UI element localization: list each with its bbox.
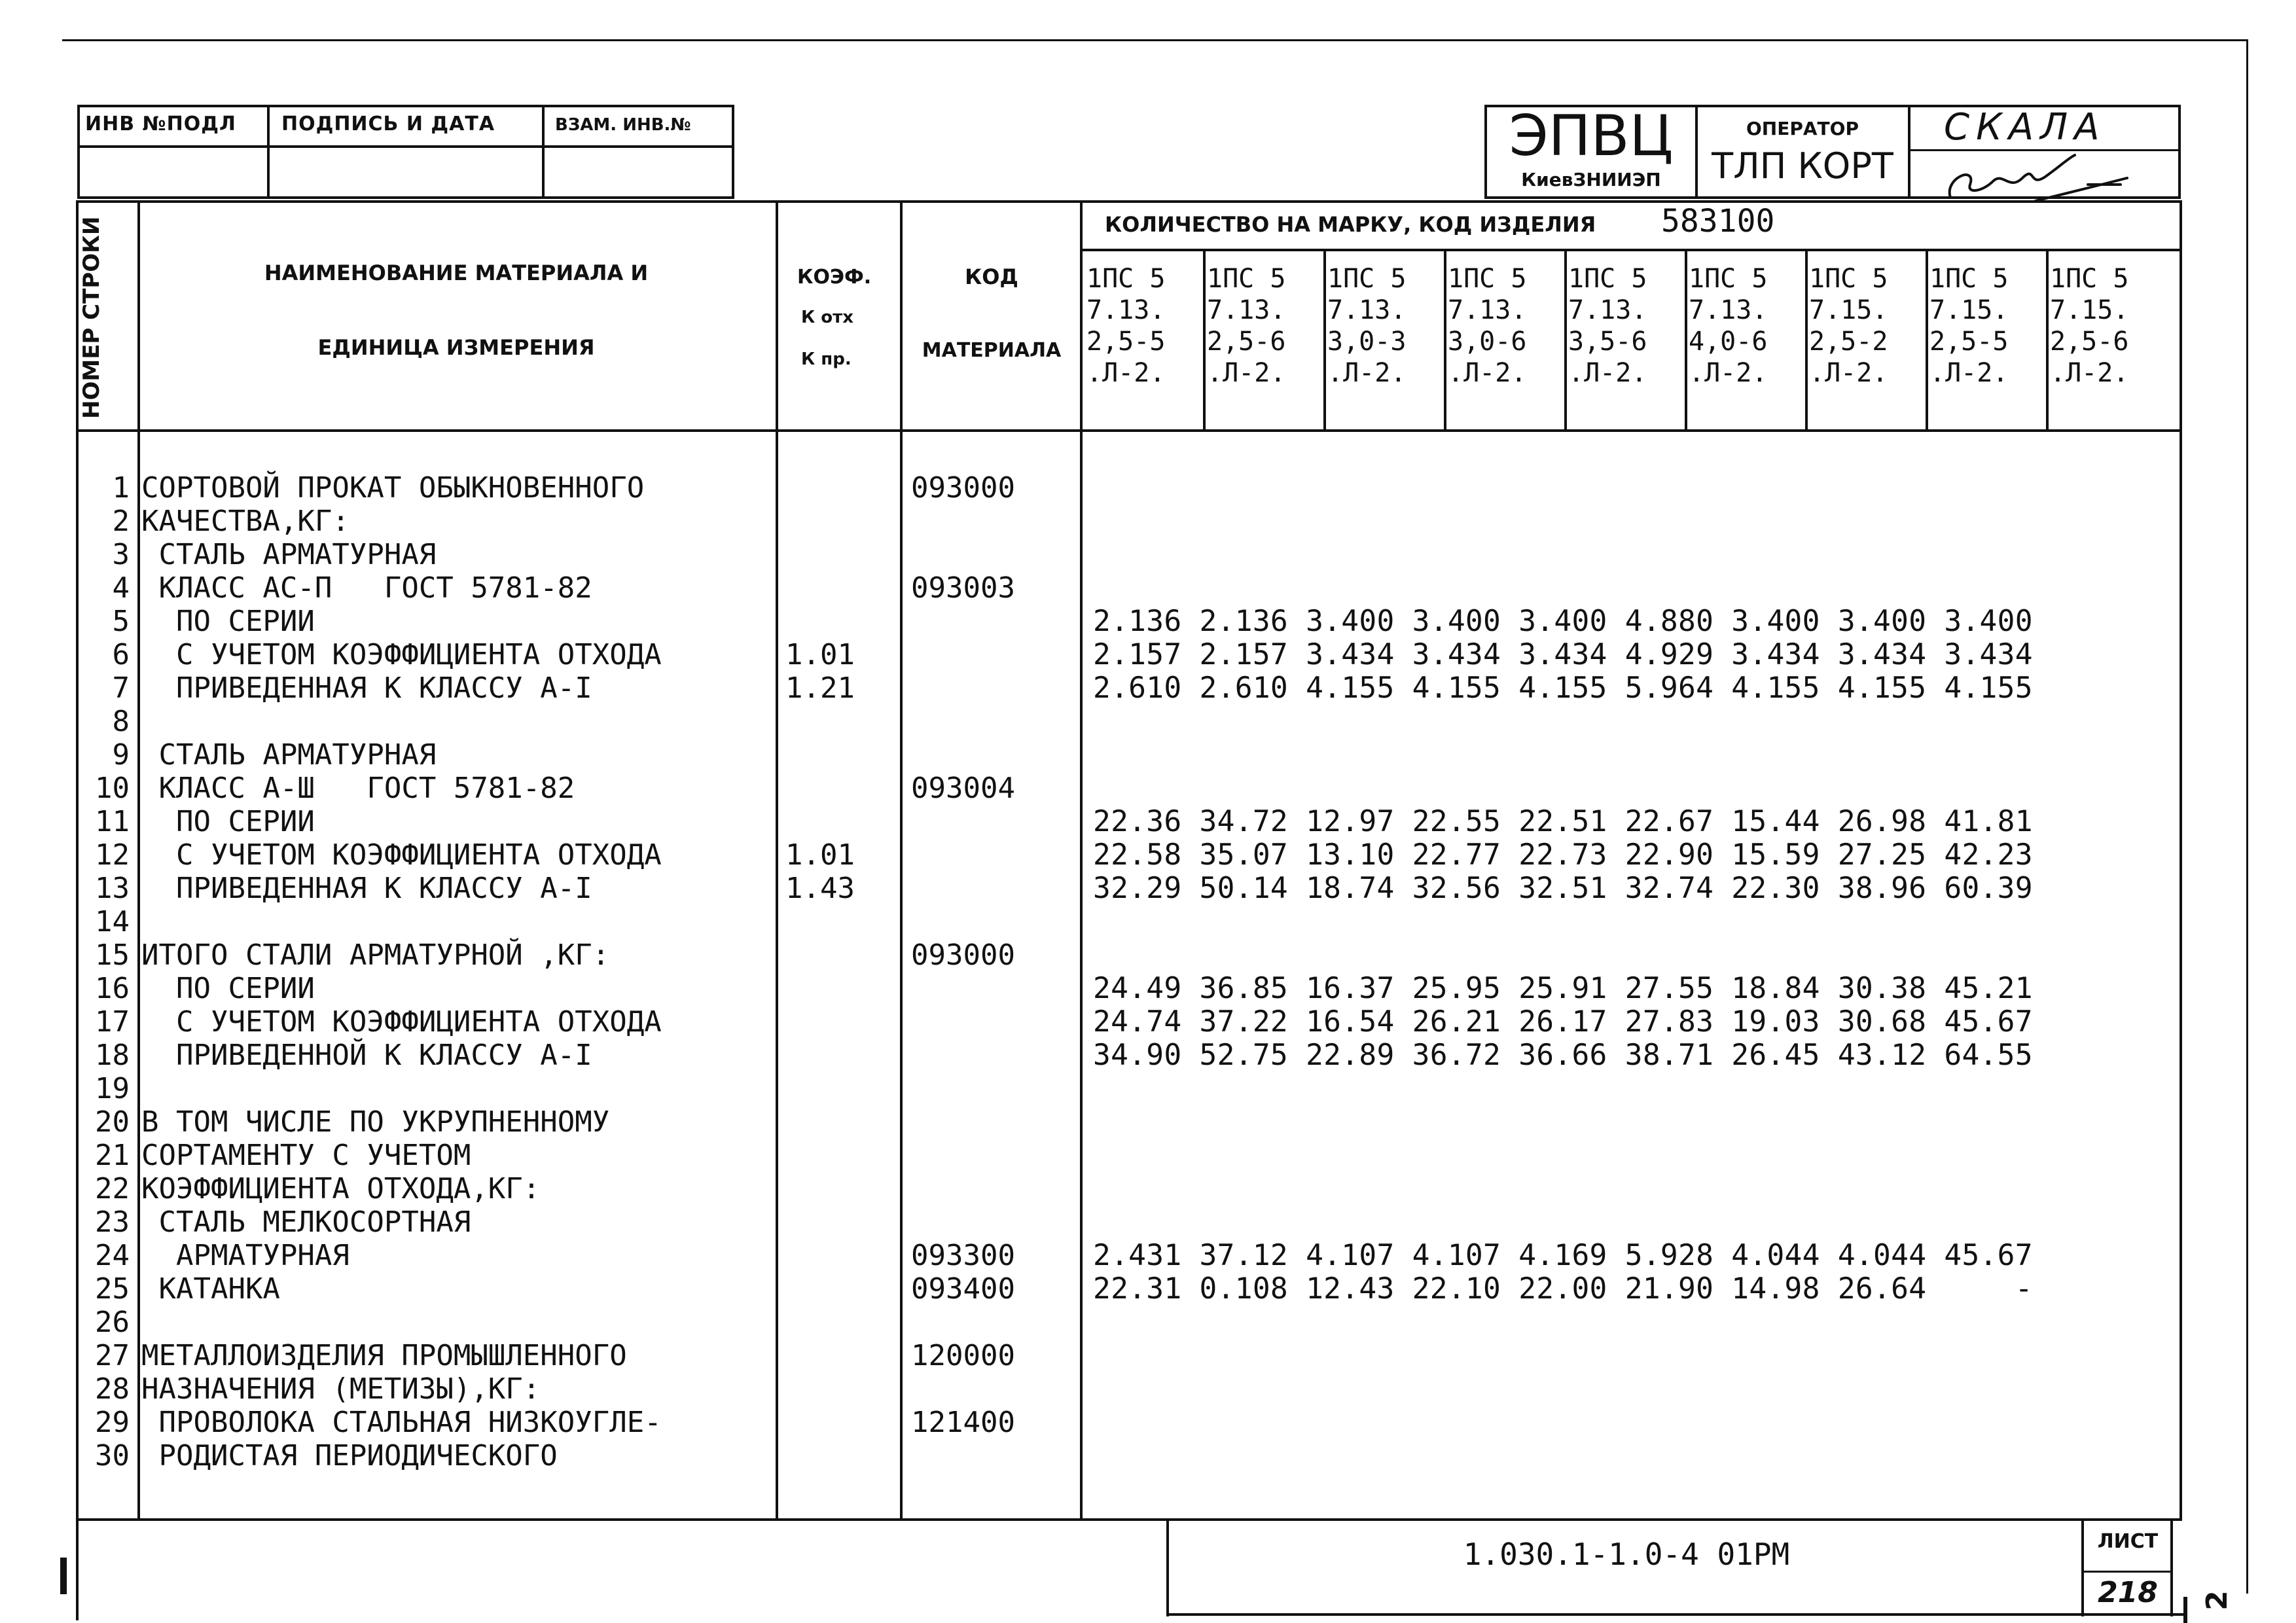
row-description: НАЗНАЧЕНИЯ (МЕТИЗЫ),КГ: (141, 1372, 541, 1406)
quantity-header: КОЛИЧЕСТВО НА МАРКУ, КОД ИЗДЕЛИЯ (1105, 212, 1596, 237)
row-description: КЛАСС АС-П ГОСТ 5781-82 (141, 571, 592, 605)
row-number: 7 (112, 671, 130, 705)
row-description: С УЧЕТОМ КОЭФФИЦИЕНТА ОТХОДА (141, 1005, 662, 1039)
code-header-2: МАТЕРИАЛА (922, 339, 1062, 362)
row-values: 24.49 36.85 16.37 25.95 25.91 27.55 18.84 30.38 45.21 (1093, 972, 2033, 1005)
row-number: 16 (95, 972, 130, 1005)
row-number: 1 (112, 471, 130, 505)
row-description: СТАЛЬ АРМАТУРНАЯ (141, 738, 437, 772)
coef-header-2: К отх (801, 308, 854, 327)
row-description: МЕТАЛЛОИЗДЕЛИЯ ПРОМЫШЛЕННОГО (141, 1339, 627, 1372)
row-values: 34.90 52.75 22.89 36.72 36.66 38.71 26.45 43.12 64.55 (1093, 1039, 2033, 1072)
row-number: 8 (112, 705, 130, 738)
row-description: СТАЛЬ МЕЛКОСОРТНАЯ (141, 1205, 471, 1239)
row-number: 28 (95, 1372, 130, 1406)
column-header: 1ПС 5 7.15. 2,5-5 .Л-2. (1929, 264, 2009, 388)
row-number: 30 (95, 1439, 130, 1472)
row-material-code: 093400 (911, 1272, 1015, 1306)
inv-label: ИНВ №ПОДЛ (85, 113, 236, 135)
row-material-code: 121400 (911, 1406, 1015, 1439)
row-values: 2.610 2.610 4.155 4.155 4.155 5.964 4.155 4.155 4.155 (1093, 671, 2033, 705)
top-border (62, 39, 2248, 41)
row-values: 2.157 2.157 3.434 3.434 3.434 4.929 3.434 3.434 3.434 (1093, 638, 2033, 671)
row-number: 3 (112, 538, 130, 571)
code-header-1: КОД (965, 264, 1018, 289)
row-description: ПРИВЕДЕННОЙ К КЛАССУ А-I (141, 1039, 592, 1072)
right-border (2246, 39, 2248, 1594)
row-number: 23 (95, 1205, 130, 1239)
row-description: КАЧЕСТВА,КГ: (141, 505, 350, 538)
column-header: 1ПС 5 7.13. 2,5-6 .Л-2. (1207, 264, 1286, 388)
row-material-code: 093000 (911, 938, 1015, 972)
row-material-code: 093000 (911, 471, 1015, 505)
row-number-header: НОМЕР СТРОКИ (79, 216, 105, 419)
row-description: В ТОМ ЧИСЛЕ ПО УКРУПНЕННОМУ (141, 1105, 610, 1139)
row-number: 27 (95, 1339, 130, 1372)
row-description: КАТАНКА (141, 1272, 280, 1306)
row-values: 22.36 34.72 12.97 22.55 22.51 22.67 15.44 26.98 41.81 (1093, 805, 2033, 838)
row-coefficient: 1.21 (785, 671, 855, 705)
org-big-label: ЭПВЦ (1509, 103, 1674, 169)
row-number: 4 (112, 571, 130, 605)
row-description: ПО СЕРИИ (141, 805, 315, 838)
row-material-code: 093004 (911, 772, 1015, 805)
row-values: 22.58 35.07 13.10 22.77 22.73 22.90 15.59 27.25 42.23 (1093, 838, 2033, 872)
operator-value: ТЛП КОРТ (1712, 145, 1893, 187)
row-number: 18 (95, 1039, 130, 1072)
row-description: СТАЛЬ АРМАТУРНАЯ (141, 538, 437, 571)
row-number: 14 (95, 905, 130, 938)
sign-label: ПОДПИСЬ И ДАТА (281, 113, 495, 135)
row-coefficient: 1.43 (785, 872, 855, 905)
row-number: 17 (95, 1005, 130, 1039)
row-description: СОРТАМЕНТУ С УЧЕТОМ (141, 1139, 471, 1172)
row-number: 29 (95, 1406, 130, 1439)
row-description: АРМАТУРНАЯ (141, 1239, 350, 1272)
row-values: 2.431 37.12 4.107 4.107 4.169 5.928 4.044 4.044 45.67 (1093, 1239, 2033, 1272)
corner-mark: 2 (2200, 1590, 2234, 1611)
column-header: 1ПС 5 7.13. 3,0-6 .Л-2. (1448, 264, 1527, 388)
row-description: С УЧЕТОМ КОЭФФИЦИЕНТА ОТХОДА (141, 838, 662, 872)
sheet-label: ЛИСТ (2097, 1530, 2159, 1553)
column-header: 1ПС 5 7.13. 4,0-6 .Л-2. (1689, 264, 1768, 388)
column-header: 1ПС 5 7.13. 2,5-5 .Л-2. (1086, 264, 1166, 388)
coef-header-3: К пр. (801, 349, 852, 369)
row-number: 22 (95, 1172, 130, 1205)
doc-code: 1.030.1-1.0-4 01РМ (1463, 1537, 1790, 1572)
row-description: СОРТОВОЙ ПРОКАТ ОБЫКНОВЕННОГО (141, 471, 645, 505)
operator-label: ОПЕРАТОР (1746, 118, 1859, 139)
column-header: 1ПС 5 7.15. 2,5-6 .Л-2. (2050, 264, 2129, 388)
left-bottom-mark (60, 1558, 67, 1594)
row-number: 15 (95, 938, 130, 972)
row-values: 2.136 2.136 3.400 3.400 3.400 4.880 3.400 3.400 3.400 (1093, 605, 2033, 638)
row-number: 11 (95, 805, 130, 838)
name-header-line1: НАИМЕНОВАНИЕ МАТЕРИАЛА И (264, 260, 649, 285)
row-number: 21 (95, 1139, 130, 1172)
row-description: ПО СЕРИИ (141, 972, 315, 1005)
row-number: 2 (112, 505, 130, 538)
column-header: 1ПС 5 7.13. 3,5-6 .Л-2. (1568, 264, 1647, 388)
name-header-line2: ЕДИНИЦА ИЗМЕРЕНИЯ (317, 335, 595, 360)
corner-tick (2183, 1597, 2187, 1623)
row-description: КОЭФФИЦИЕНТА ОТХОДА,КГ: (141, 1172, 541, 1205)
row-number: 12 (95, 838, 130, 872)
row-material-code: 093003 (911, 571, 1015, 605)
row-values: 22.31 0.108 12.43 22.10 22.00 21.90 14.98 26.64 - (1093, 1272, 2033, 1306)
row-description: ПО СЕРИИ (141, 605, 315, 638)
row-number: 9 (112, 738, 130, 772)
coef-header-1: КОЭФ. (797, 266, 872, 289)
skala-label: СКАЛА (1944, 106, 2106, 149)
column-header: 1ПС 5 7.13. 3,0-3 .Л-2. (1327, 264, 1407, 388)
row-coefficient: 1.01 (785, 638, 855, 671)
row-description: С УЧЕТОМ КОЭФФИЦИЕНТА ОТХОДА (141, 638, 662, 671)
row-number: 25 (95, 1272, 130, 1306)
sheet-number: 218 (2098, 1576, 2158, 1609)
product-code: 583100 (1661, 203, 1775, 240)
row-material-code: 120000 (911, 1339, 1015, 1372)
row-number: 6 (112, 638, 130, 671)
row-material-code: 093300 (911, 1239, 1015, 1272)
row-number: 5 (112, 605, 130, 638)
row-description: ПРИВЕДЕННАЯ К КЛАССУ А-I (141, 872, 592, 905)
row-number: 19 (95, 1072, 130, 1105)
row-description: ПРОВОЛОКА СТАЛЬНАЯ НИЗКОУГЛЕ- (141, 1406, 662, 1439)
org-small-label: КиевЗНИИЭП (1521, 169, 1661, 190)
row-number: 26 (95, 1306, 130, 1339)
vzam-label: ВЗАМ. ИНВ.№ (555, 115, 691, 135)
row-description: ПРИВЕДЕННАЯ К КЛАССУ А-I (141, 671, 592, 705)
row-description: РОДИСТАЯ ПЕРИОДИЧЕСКОГО (141, 1439, 558, 1472)
row-values: 32.29 50.14 18.74 32.56 32.51 32.74 22.30 38.96 60.39 (1093, 872, 2033, 905)
row-values: 24.74 37.22 16.54 26.21 26.17 27.83 19.03 30.68 45.67 (1093, 1005, 2033, 1039)
row-number: 13 (95, 872, 130, 905)
row-coefficient: 1.01 (785, 838, 855, 872)
column-header: 1ПС 5 7.15. 2,5-2 .Л-2. (1809, 264, 1888, 388)
row-number: 20 (95, 1105, 130, 1139)
row-description: КЛАСС А-Ш ГОСТ 5781-82 (141, 772, 575, 805)
row-number: 24 (95, 1239, 130, 1272)
row-description: ИТОГО СТАЛИ АРМАТУРНОЙ ,КГ: (141, 938, 610, 972)
row-number: 10 (95, 772, 130, 805)
